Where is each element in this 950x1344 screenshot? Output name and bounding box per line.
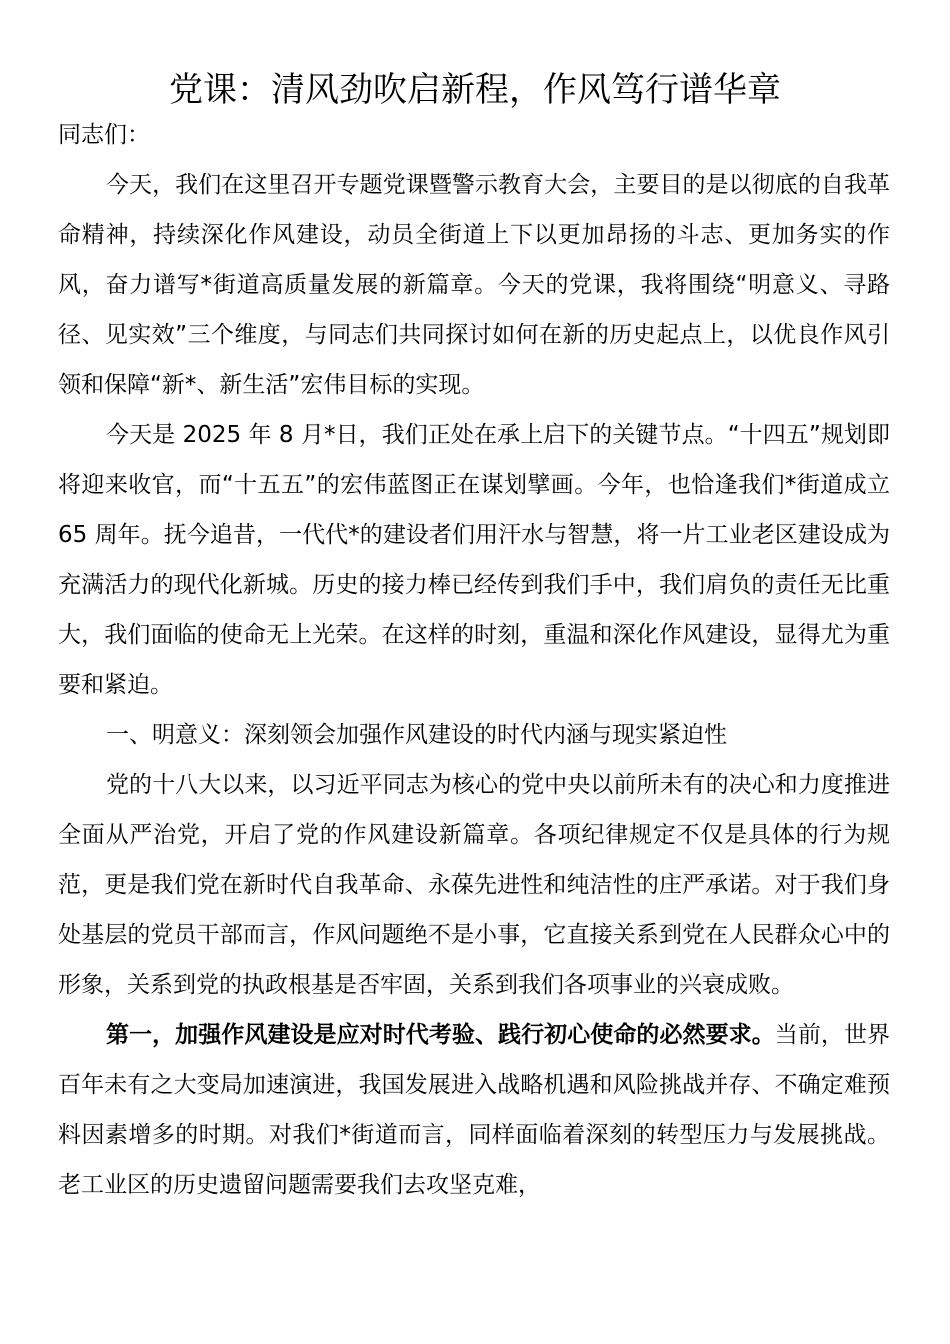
section-heading: 一、明意义：深刻领会加强作风建设的时代内涵与现实紧迫性: [106, 722, 727, 748]
context-paragraph: 今天是 2025 年 8 月*日，我们正处在承上启下的关键节点。“十四五”规划即将迎来收官，而“十五五”的宏伟蓝图正在谋划擘画。今年，也恰逢我们*街道成立 65 周年。抚今追昔，一代代*的建设者们用汗水与智慧，将一片工业老区建设成为充满活力的现代化新城。历史的接力棒已经传到我们手中，我们肩负的责任无比重大，我们面临的使命无上光荣。在这样的时刻，重温和深化作风建设，显得尤为重要和紧迫。: [58, 422, 890, 698]
section-paragraph: 党的十八大以来，以习近平同志为核心的党中央以前所未有的决心和力度推进全面从严治党，开启了党的作风建设新篇章。各项纪律规定不仅是具体的行为规范，更是我们党在新时代自我革命、永葆先进性和纯洁性的庄严承诺。对于我们身处基层的党员干部而言，作风问题绝不是小事，它直接关系到党在人民群众心中的形象，关系到党的执政根基是否牢固，关系到我们各项事业的兴衰成败。: [58, 772, 890, 998]
point-one-text: 当前，世界百年未有之大变局加速演进，我国发展进入战略机遇和风险挑战并存、不确定难预料因素增多的时期。对我们*街道而言，同样面临着深刻的转型压力与发展挑战。老工业区的历史遗留问题需要我们去攻坚克难，: [58, 1022, 891, 1198]
point-one-lead: 第一，加强作风建设是应对时代考验、践行初心使命的必然要求。: [106, 1022, 775, 1048]
intro-paragraph: 今天，我们在这里召开专题党课暨警示教育大会，主要目的是以彻底的自我革命精神，持续深化作风建设，动员全街道上下以更加昂扬的斗志、更加务实的作风，奋力谱写*街道高质量发展的新篇章。今天的党课，我将围绕“明意义、寻路径、见实效”三个维度，与同志们共同探讨如何在新的历史起点上，以优良作风引领和保障“新*、新生活”宏伟目标的实现。: [58, 172, 890, 398]
document-body: [58, 110, 890, 1210]
salutation: 同志们：: [58, 122, 150, 148]
point-one-paragraph: [58, 1010, 890, 1210]
document-title: 党课：清风劲吹启新程，作风笃行谱华章: [169, 70, 781, 110]
